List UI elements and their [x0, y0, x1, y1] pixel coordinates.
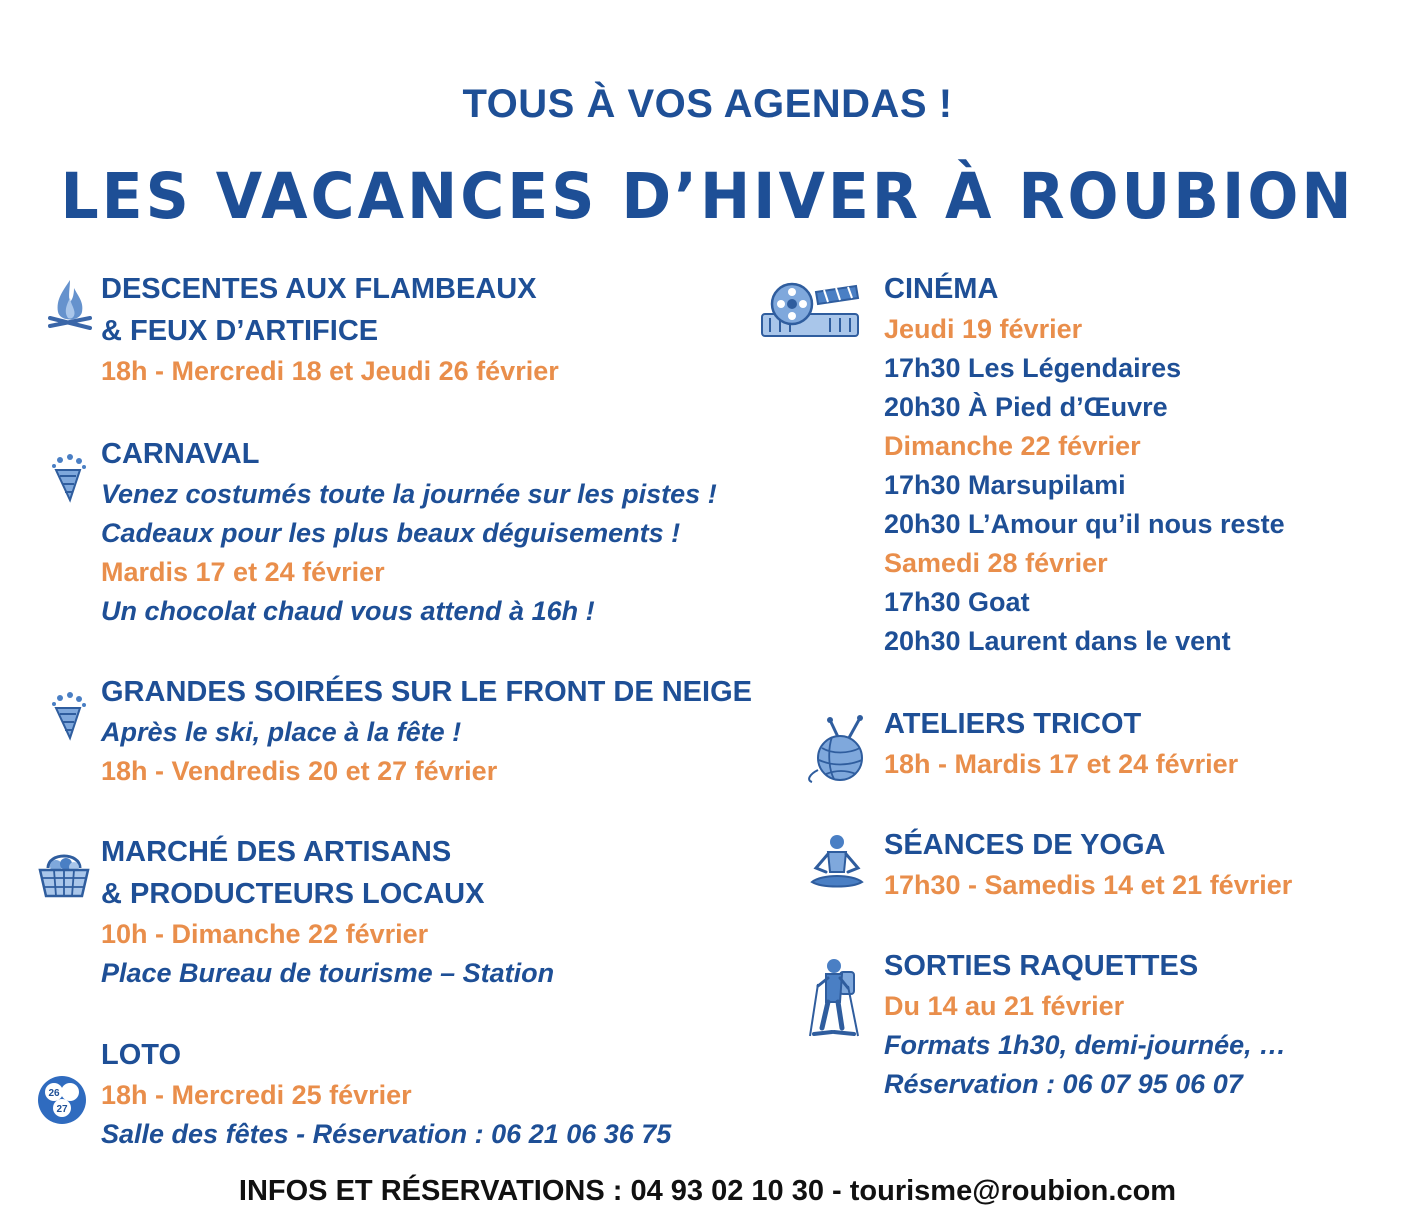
- film-reel-icon: [756, 278, 864, 344]
- event-title: ATELIERS TRICOT: [884, 708, 1142, 740]
- basket-icon: [34, 846, 94, 900]
- event-flambeaux: [101, 268, 559, 391]
- event-title: DESCENTES AUX FLAMBEAUX: [101, 273, 537, 305]
- cinema-film: 17h30 Les Légendaires: [884, 353, 1182, 383]
- event-yoga: [884, 824, 1292, 905]
- event-title: CARNAVAL: [101, 438, 260, 470]
- event-detail: Après le ski, place à la fête !: [101, 717, 462, 747]
- event-date: Du 14 au 21 février: [884, 991, 1125, 1021]
- event-detail: Salle des fêtes - Réservation : 06 21 06 36 75: [101, 1119, 672, 1149]
- event-detail: Un chocolat chaud vous attend à 16h !: [101, 596, 595, 626]
- event-loto: [101, 1034, 671, 1154]
- cinema-day: Jeudi 19 février: [884, 314, 1083, 344]
- event-detail: Place Bureau de tourisme – Station: [101, 958, 555, 988]
- event-date: 18h - Vendredis 20 et 27 février: [101, 756, 498, 786]
- lotto-ball-number: 27: [56, 1104, 68, 1115]
- event-date: 18h - Mercredi 18 et Jeudi 26 février: [101, 356, 559, 386]
- event-title: GRANDES SOIRÉES SUR LE FRONT DE NEIGE: [101, 676, 752, 708]
- event-title: SÉANCES DE YOGA: [884, 829, 1166, 861]
- page-kicker: TOUS À VOS AGENDAS !: [462, 82, 953, 126]
- event-title: & PRODUCTEURS LOCAUX: [101, 878, 485, 910]
- footer-contact: INFOS ET RÉSERVATIONS : 04 93 02 10 30 - tourisme@roubion.com: [238, 1175, 1177, 1207]
- snowshoe-hiker-icon: [800, 956, 866, 1042]
- party-popper-icon: [46, 690, 90, 742]
- event-title: SORTIES RAQUETTES: [884, 950, 1199, 982]
- event-marche: [101, 831, 554, 993]
- lotto-balls-icon: [36, 1074, 88, 1126]
- event-detail: Formats 1h30, demi-journée, …: [884, 1030, 1287, 1060]
- event-title: & FEUX D’ARTIFICE: [101, 315, 379, 347]
- cinema-film: 17h30 Marsupilami: [884, 470, 1126, 500]
- event-tricot: [884, 703, 1238, 784]
- event-title: MARCHÉ DES ARTISANS: [101, 836, 452, 868]
- event-soirees: [101, 671, 752, 791]
- cinema-film: 17h30 Goat: [884, 587, 1030, 617]
- event-date: 10h - Dimanche 22 février: [101, 919, 429, 949]
- yoga-icon: [806, 832, 868, 894]
- cinema-film: 20h30 L’Amour qu’il nous reste: [884, 509, 1285, 539]
- event-carnaval: [101, 433, 717, 631]
- event-title: CINÉMA: [884, 273, 999, 305]
- event-raquettes: [884, 945, 1286, 1104]
- yarn-ball-icon: [802, 714, 874, 786]
- cinema-film: 20h30 Laurent dans le vent: [884, 626, 1231, 656]
- cinema-day: Samedi 28 février: [884, 548, 1108, 578]
- event-cinema: [884, 268, 1285, 661]
- event-date: Mardis 17 et 24 février: [101, 557, 385, 587]
- event-detail: Réservation : 06 07 95 06 07: [884, 1069, 1243, 1099]
- cinema-day: Dimanche 22 février: [884, 431, 1141, 461]
- event-date: 17h30 - Samedis 14 et 21 février: [884, 870, 1293, 900]
- event-detail: Cadeaux pour les plus beaux déguisements !: [101, 518, 681, 548]
- page-title: LES VACANCES D’HIVER À ROUBION: [60, 160, 1355, 234]
- campfire-icon: [44, 276, 96, 336]
- party-popper-icon: [46, 452, 90, 504]
- cinema-film: 20h30 À Pied d’Œuvre: [884, 392, 1168, 422]
- event-date: 18h - Mardis 17 et 24 février: [884, 749, 1239, 779]
- lotto-ball-number: 26: [48, 1088, 60, 1099]
- event-detail: Venez costumés toute la journée sur les pistes !: [101, 479, 717, 509]
- event-title: LOTO: [101, 1039, 182, 1071]
- event-date: 18h - Mercredi 25 février: [101, 1080, 412, 1110]
